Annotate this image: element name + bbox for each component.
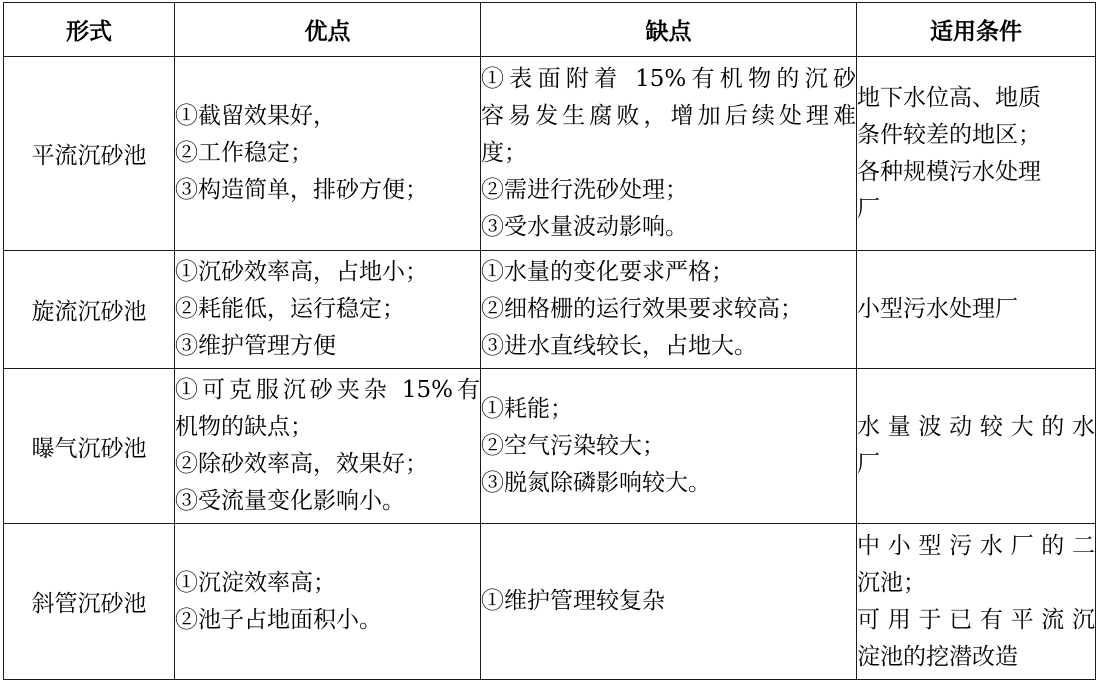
condition-line: 厂	[857, 195, 880, 222]
disadvantages-cell	[481, 369, 857, 524]
header-conditions: 适用条件	[857, 3, 1096, 57]
advantage-line: ②工作稳定；	[175, 140, 313, 166]
table-row	[4, 57, 1096, 251]
condition-line: 水量波动较大的水	[857, 414, 1095, 440]
form-cell: 曝气沉砂池	[4, 369, 175, 524]
conditions-cell	[857, 369, 1096, 524]
advantages-cell	[175, 369, 481, 524]
form-cell: 斜管沉砂池	[4, 524, 175, 680]
advantage-line: ①沉砂效率高，占地小；	[175, 259, 428, 285]
advantages-cell	[175, 251, 481, 369]
conditions-cell	[857, 524, 1096, 680]
disadvantage-line: ①耗能；	[481, 395, 573, 422]
header-advantages: 优点	[175, 3, 481, 57]
condition-line: 淀池的挖潜改造	[857, 643, 1018, 670]
form-cell: 旋流沉砂池	[4, 251, 175, 369]
disadvantages-cell	[481, 57, 857, 251]
table-row	[4, 524, 1096, 680]
disadvantage-line: ②细格栅的运行效果要求较高；	[481, 296, 803, 322]
header-row	[4, 3, 1096, 57]
disadvantage-line: ①水量的变化要求严格；	[481, 259, 734, 285]
advantage-line: ①可克服沉砂夹杂 15%有	[175, 377, 480, 403]
advantage-line: 机物的缺点；	[175, 414, 313, 440]
disadvantages-cell	[481, 524, 857, 680]
disadvantage-line: ②需进行洗砂处理；	[481, 177, 688, 203]
advantage-line: ②耗能低，运行稳定；	[175, 296, 405, 322]
advantage-line: ②除砂效率高，效果好；	[175, 451, 428, 477]
advantages-cell	[175, 57, 481, 251]
disadvantage-line: ②空气污染较大；	[481, 432, 665, 459]
advantage-line: ②池子占地面积小。	[175, 606, 382, 633]
conditions-cell	[857, 251, 1096, 369]
advantage-line: ③维护管理方便	[175, 333, 336, 359]
table-row	[4, 251, 1096, 369]
header-disadvantages: 缺点	[481, 3, 857, 57]
disadvantage-line: ③受水量波动影响。	[481, 214, 688, 240]
advantage-line: ③受流量变化影响小。	[175, 488, 405, 514]
disadvantage-line: ①维护管理较复杂	[481, 588, 665, 614]
disadvantage-line: 容易发生腐败，增加后续处理难	[481, 103, 856, 129]
disadvantages-cell	[481, 251, 857, 369]
disadvantage-line: ③脱氮除磷影响较大。	[481, 469, 711, 496]
condition-line: 沉池；	[857, 569, 926, 596]
condition-line: 厂	[857, 451, 880, 477]
disadvantage-line: 度；	[481, 140, 527, 166]
disadvantage-line: ③进水直线较长，占地大。	[481, 333, 757, 359]
condition-line: 可用于已有平流沉	[857, 606, 1095, 633]
form-cell: 平流沉砂池	[4, 57, 175, 251]
condition-line: 小型污水处理厂	[857, 296, 1018, 322]
advantages-cell	[175, 524, 481, 680]
table-row	[4, 369, 1096, 524]
condition-line: 中小型污水厂的二	[857, 532, 1095, 559]
header-form: 形式	[4, 3, 175, 57]
advantage-line: ①截留效果好，	[175, 103, 336, 129]
condition-line: 条件较差的地区；	[857, 121, 1041, 148]
advantage-line: ③构造简单，排砂方便；	[175, 177, 428, 203]
comparison-table	[3, 2, 1096, 680]
disadvantage-line: ①表面附着 15%有机物的沉砂	[481, 66, 856, 92]
conditions-cell	[857, 57, 1096, 251]
condition-line: 地下水位高、地质	[857, 84, 1041, 111]
advantage-line: ①沉淀效率高；	[175, 569, 336, 596]
condition-line: 各种规模污水处理	[857, 158, 1041, 185]
